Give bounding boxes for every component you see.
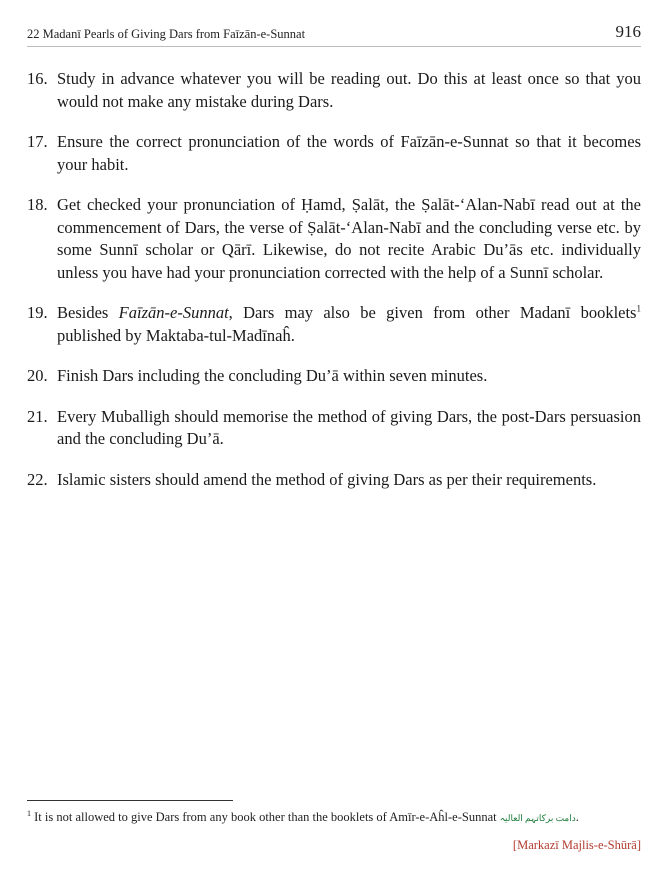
item-number: 17. (27, 132, 48, 151)
item-text: Ensure the correct pronunciation of the words of Faīzān-e-Sunnat so that it becomes your habit. (57, 132, 641, 174)
attribution: [Markazī Majlis-e-Shūrā] (512, 838, 641, 852)
item-number: 20. (27, 366, 48, 385)
list-item (27, 131, 641, 176)
list-item (27, 406, 641, 451)
item-text: Islamic sisters should amend the method of giving Dars as per their requirements. (57, 469, 597, 489)
item-text (57, 302, 641, 347)
item-number: 19. (27, 303, 48, 322)
item-text-end: published by Maktaba-tul-Madīnaĥ. (57, 325, 295, 345)
footnote-reference[interactable]: 1 (636, 303, 641, 314)
item-text: Study in advance whatever you will be reading out. Do this at least once so that you would not make any mistake during Dars. (57, 69, 641, 111)
item-text: Finish Dars including the concluding Du’ā within seven minutes. (57, 366, 488, 385)
list-item (27, 365, 641, 388)
footnote-end: . (575, 810, 579, 824)
footnote (27, 808, 641, 827)
footnote-honorific: دامت برکاتہم العالیہ (499, 813, 576, 823)
item-text-italic: Faīzān-e-Sunnat (118, 303, 229, 322)
item-number: 22. (27, 469, 48, 489)
footnote-marker: 1 (27, 808, 31, 818)
footnote-text: It is not allowed to give Dars from any book other than the booklets of Amīr-e-Aĥl-e-Sunnat (31, 810, 500, 824)
list-item (27, 302, 641, 347)
list-item (27, 68, 641, 113)
list-item (27, 469, 641, 492)
item-number: 21. (27, 406, 48, 426)
item-text-after: , Dars may also be given from other Madanī booklets (228, 303, 637, 322)
list-item (27, 194, 641, 284)
item-number: 16. (27, 69, 48, 88)
item-text: Every Muballigh should memorise the method of giving Dars, the post-Dars persuasion and the concluding Du’ā. (57, 406, 641, 448)
running-title: 22 Madanī Pearls of Giving Dars from Faīzān-e-Sunnat (27, 27, 306, 41)
item-number: 18. (27, 195, 48, 214)
item-text: Get checked your pronunciation of Ḥamd, Ṣalāt, the Ṣalāt-‘Alan-Nabī read out at the commencement of Dars, the verse of Ṣalāt-‘Alan-Nabī and the concluding verse etc. by some Sunnī scholar or Qārī. Likewise, do not recite Arabic Du’ās etc. individually unless you have had your pronunciation corrected with the help of a Sunnī scholar. (57, 195, 641, 282)
footnote-divider (27, 800, 233, 801)
page-header (27, 24, 641, 47)
item-text-before: Besides (57, 303, 119, 322)
page-number: 916 (615, 22, 641, 41)
numbered-list (27, 68, 641, 509)
